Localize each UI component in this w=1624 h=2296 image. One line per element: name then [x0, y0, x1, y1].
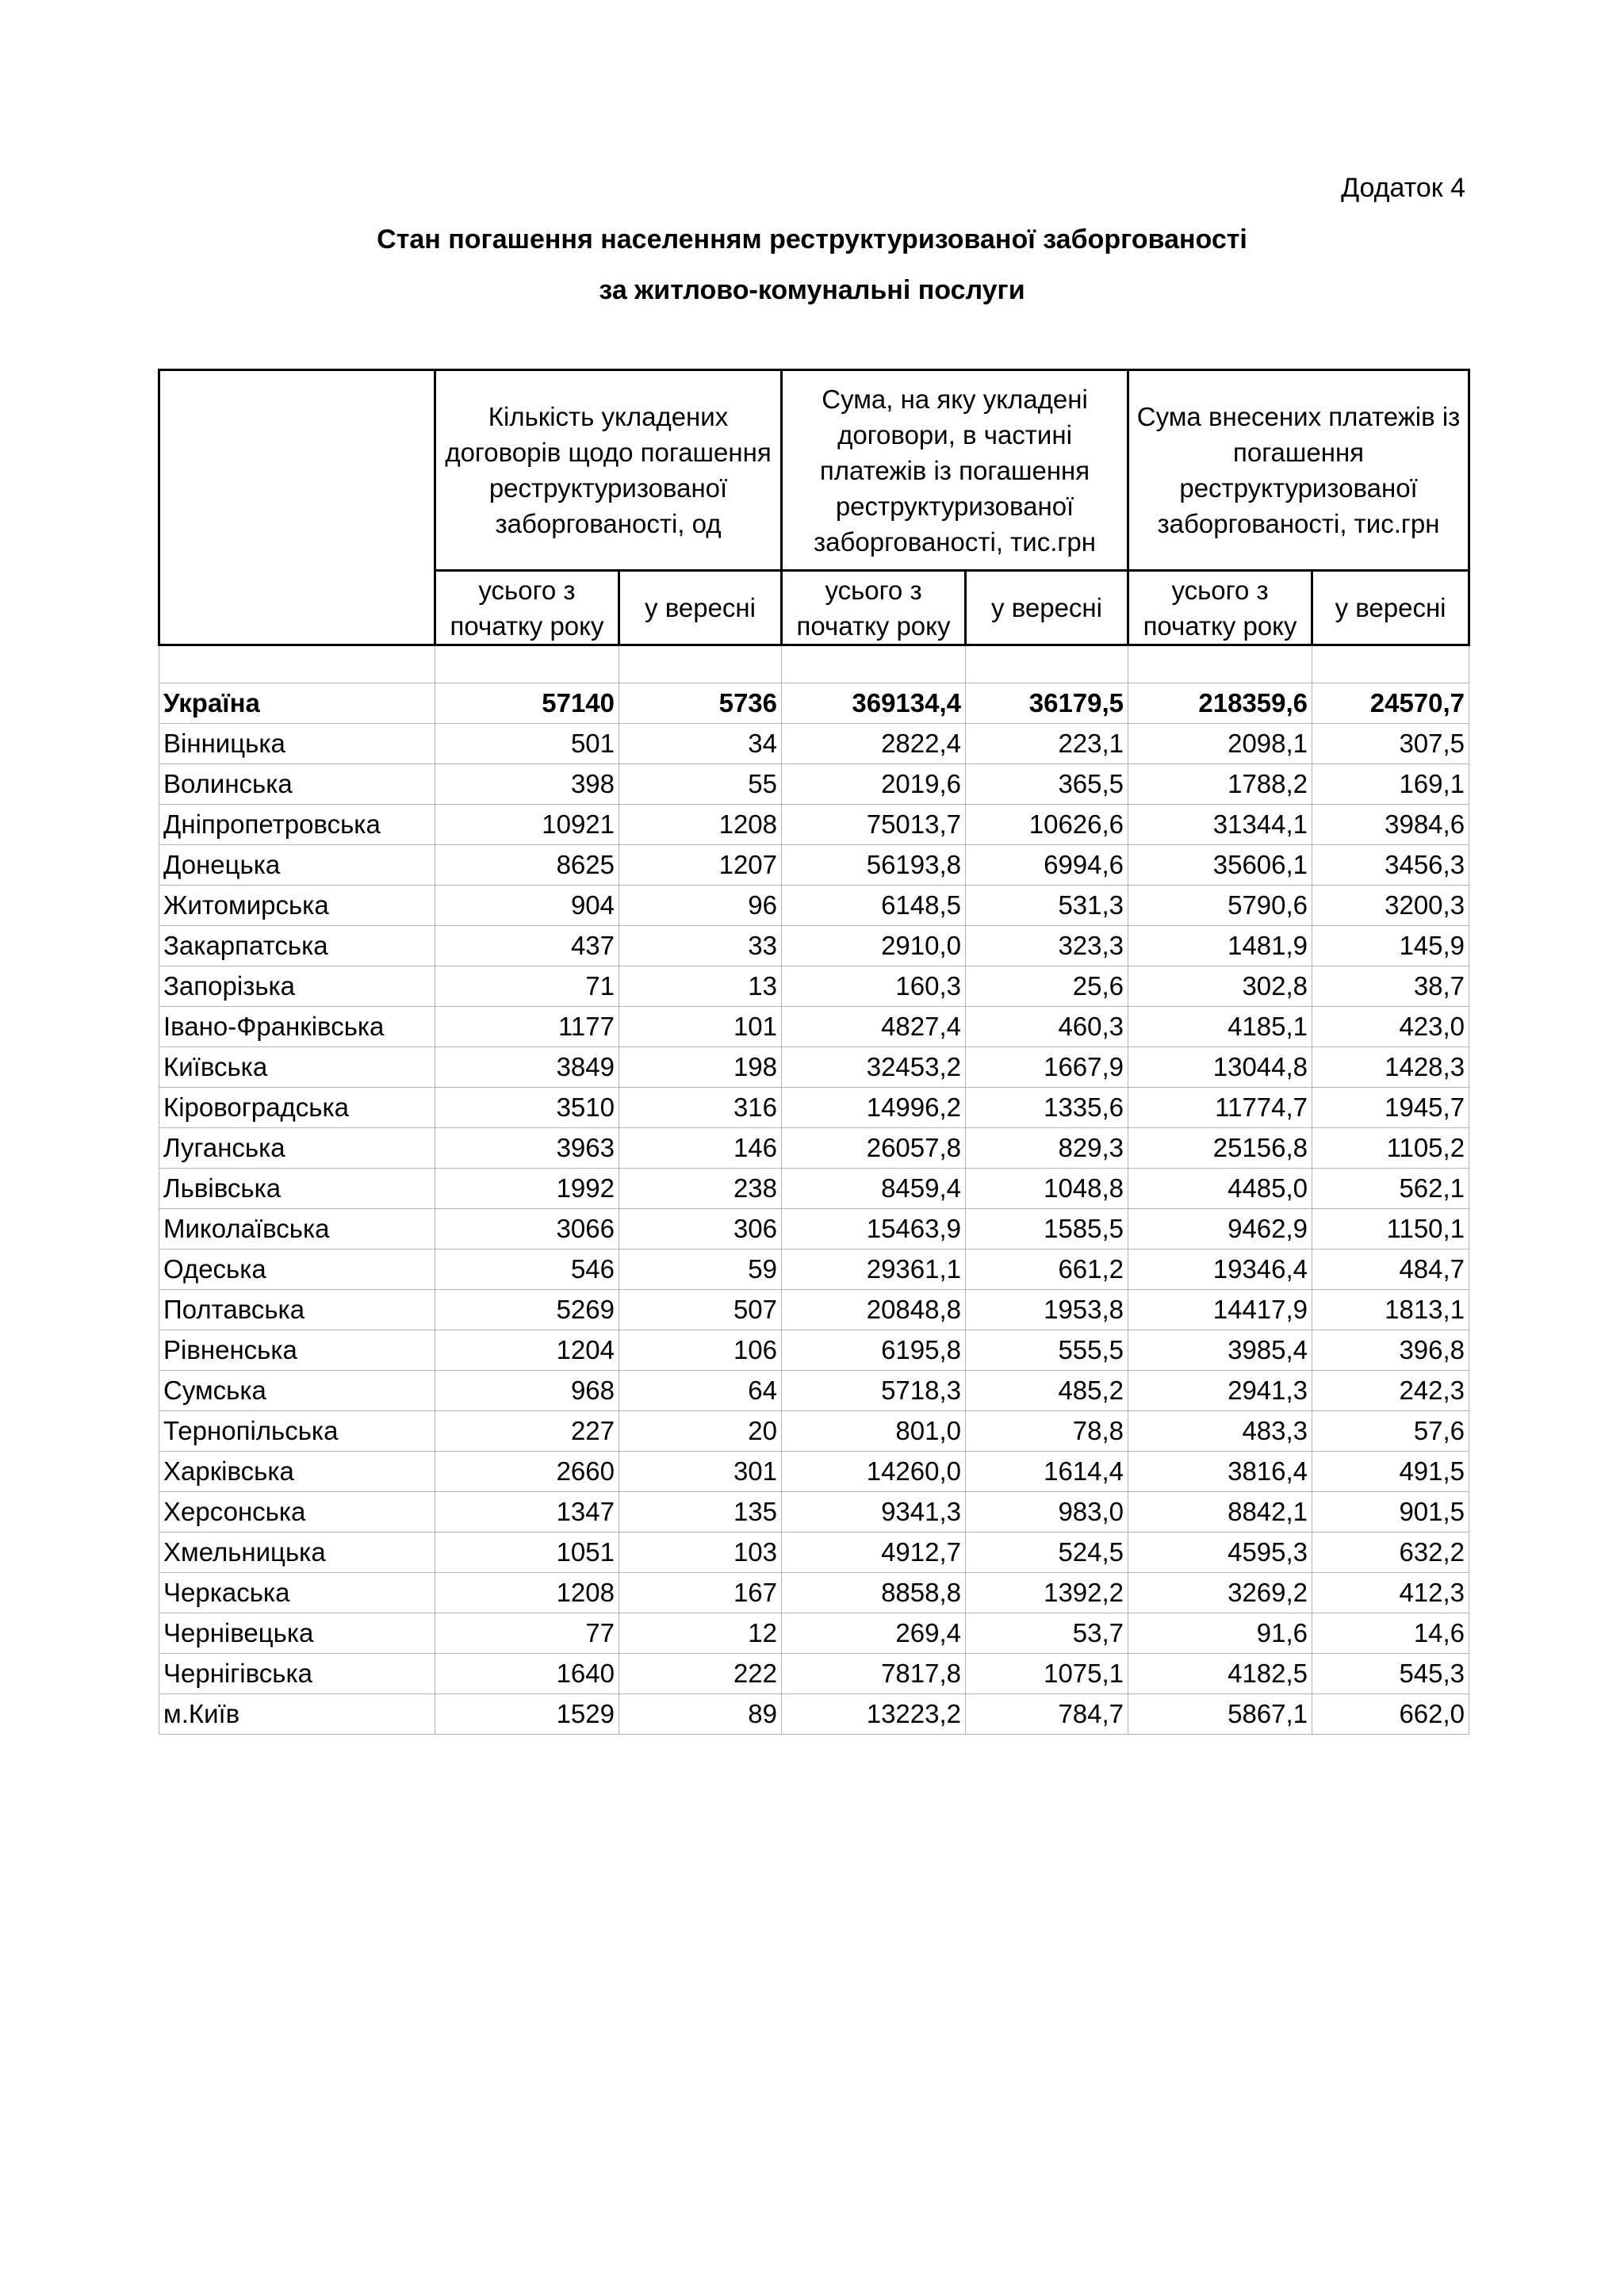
table-cell: 3849	[435, 1047, 619, 1088]
table-cell: 222	[619, 1654, 782, 1694]
region-name: Закарпатська	[159, 926, 435, 966]
table-row	[159, 1411, 1469, 1452]
table-cell: 501	[435, 724, 619, 764]
table-cell: 53,7	[966, 1613, 1128, 1654]
region-name: Хмельницька	[159, 1533, 435, 1573]
annex-label: Додаток 4	[1341, 173, 1465, 203]
table-row	[159, 1290, 1469, 1330]
table-cell: 1992	[435, 1169, 619, 1209]
table-cell: 307,5	[1312, 724, 1469, 764]
table-cell: 32453,2	[782, 1047, 966, 1088]
table-cell: 269,4	[782, 1613, 966, 1654]
table-cell: 1150,1	[1312, 1209, 1469, 1249]
table-cell: 4185,1	[1128, 1007, 1312, 1047]
table-cell: 24570,7	[1312, 683, 1469, 724]
table-cell: 3269,2	[1128, 1573, 1312, 1613]
table-row	[159, 1492, 1469, 1533]
table-cell: 1347	[435, 1492, 619, 1533]
table-cell: 3985,4	[1128, 1330, 1312, 1371]
table-cell: 59	[619, 1249, 782, 1290]
table-cell: 75013,7	[782, 805, 966, 845]
table-cell: 1529	[435, 1694, 619, 1735]
region-name: Тернопільська	[159, 1411, 435, 1452]
subheader-cell: усього з початку року	[435, 571, 619, 645]
table-cell: 2019,6	[782, 764, 966, 805]
region-name: Запорізька	[159, 966, 435, 1007]
table-row	[159, 1330, 1469, 1371]
table-cell: 545,3	[1312, 1654, 1469, 1694]
region-name: Івано-Франківська	[159, 1007, 435, 1047]
table-cell: 1051	[435, 1533, 619, 1573]
table-cell: 437	[435, 926, 619, 966]
table-cell: 302,8	[1128, 966, 1312, 1007]
table-cell: 398	[435, 764, 619, 805]
table-row	[159, 1128, 1469, 1169]
region-name: Донецька	[159, 845, 435, 886]
table-cell: 1481,9	[1128, 926, 1312, 966]
table-cell: 5867,1	[1128, 1694, 1312, 1735]
table-cell: 2822,4	[782, 724, 966, 764]
table-cell: 13223,2	[782, 1694, 966, 1735]
table-cell: 8858,8	[782, 1573, 966, 1613]
title-line-2: за житлово-комунальні послуги	[599, 275, 1025, 305]
table-cell: 1075,1	[966, 1654, 1128, 1694]
table-cell: 6148,5	[782, 886, 966, 926]
table-cell: 491,5	[1312, 1452, 1469, 1492]
table-cell: 323,3	[966, 926, 1128, 966]
table-cell: 15463,9	[782, 1209, 966, 1249]
table-cell: 483,3	[1128, 1411, 1312, 1452]
table-cell: 77	[435, 1613, 619, 1654]
table-cell: 4485,0	[1128, 1169, 1312, 1209]
table-cell: 3066	[435, 1209, 619, 1249]
table-cell: 6994,6	[966, 845, 1128, 886]
table-cell: 412,3	[1312, 1573, 1469, 1613]
table-cell: 1208	[435, 1573, 619, 1613]
table-cell: 20848,8	[782, 1290, 966, 1330]
table-row	[159, 764, 1469, 805]
table-cell: 369134,4	[782, 683, 966, 724]
table-cell: 316	[619, 1088, 782, 1128]
table-cell: 96	[619, 886, 782, 926]
table-cell: 1105,2	[1312, 1128, 1469, 1169]
table-cell: 555,5	[966, 1330, 1128, 1371]
table-cell: 36179,5	[966, 683, 1128, 724]
region-name: м.Київ	[159, 1694, 435, 1735]
subheader-cell: у вересні	[966, 571, 1128, 645]
table-cell: 71	[435, 966, 619, 1007]
group-header-contracts: Кількість укладених договорів щодо погашення реструктуризованої заборгованості, од	[435, 370, 782, 571]
page-title	[0, 214, 1624, 316]
region-name: Вінницька	[159, 724, 435, 764]
table-row	[159, 1654, 1469, 1694]
region-name: Черкаська	[159, 1573, 435, 1613]
table-cell: 6195,8	[782, 1330, 966, 1371]
region-name: Кіровоградська	[159, 1088, 435, 1128]
table-cell: 13044,8	[1128, 1047, 1312, 1088]
table-cell: 29361,1	[782, 1249, 966, 1290]
table-cell: 14996,2	[782, 1088, 966, 1128]
table-cell: 9341,3	[782, 1492, 966, 1533]
table-cell: 1813,1	[1312, 1290, 1469, 1330]
table-row	[159, 805, 1469, 845]
table-cell: 662,0	[1312, 1694, 1469, 1735]
table-cell: 904	[435, 886, 619, 926]
table-row	[159, 1371, 1469, 1411]
table-row	[159, 1452, 1469, 1492]
table-cell: 3510	[435, 1088, 619, 1128]
region-name: Одеська	[159, 1249, 435, 1290]
region-name: Луганська	[159, 1128, 435, 1169]
table-row	[159, 1694, 1469, 1735]
subheader-cell: усього з початку року	[782, 571, 966, 645]
table-row	[159, 1007, 1469, 1047]
table-cell: 829,3	[966, 1128, 1128, 1169]
table-cell: 78,8	[966, 1411, 1128, 1452]
table-cell: 1788,2	[1128, 764, 1312, 805]
table-cell: 1207	[619, 845, 782, 886]
table-cell: 1335,6	[966, 1088, 1128, 1128]
table-cell: 3984,6	[1312, 805, 1469, 845]
table-cell: 3963	[435, 1128, 619, 1169]
table-row	[159, 1088, 1469, 1128]
table-cell: 7817,8	[782, 1654, 966, 1694]
table-cell: 1585,5	[966, 1209, 1128, 1249]
table-row	[159, 1047, 1469, 1088]
table-cell: 19346,4	[1128, 1249, 1312, 1290]
table-cell: 14260,0	[782, 1452, 966, 1492]
table-cell: 1667,9	[966, 1047, 1128, 1088]
table-row	[159, 1169, 1469, 1209]
table-cell: 484,7	[1312, 1249, 1469, 1290]
table-cell: 8842,1	[1128, 1492, 1312, 1533]
table-cell: 103	[619, 1533, 782, 1573]
table-cell: 423,0	[1312, 1007, 1469, 1047]
table-cell: 10921	[435, 805, 619, 845]
table-cell: 106	[619, 1330, 782, 1371]
table-cell: 5269	[435, 1290, 619, 1330]
table-cell: 14417,9	[1128, 1290, 1312, 1330]
table-cell: 5736	[619, 683, 782, 724]
table-cell: 1048,8	[966, 1169, 1128, 1209]
table-cell: 1208	[619, 805, 782, 845]
table-cell: 64	[619, 1371, 782, 1411]
total-row	[159, 683, 1469, 724]
table-cell: 661,2	[966, 1249, 1128, 1290]
subheader-cell: усього з початку року	[1128, 571, 1312, 645]
table-row	[159, 926, 1469, 966]
table-cell: 25,6	[966, 966, 1128, 1007]
table-cell: 12	[619, 1613, 782, 1654]
region-name: Чернігівська	[159, 1654, 435, 1694]
region-name: Волинська	[159, 764, 435, 805]
table-row	[159, 1209, 1469, 1249]
table-cell: 507	[619, 1290, 782, 1330]
table-cell: 38,7	[1312, 966, 1469, 1007]
table-cell: 301	[619, 1452, 782, 1492]
table-cell: 968	[435, 1371, 619, 1411]
table-cell: 8459,4	[782, 1169, 966, 1209]
table-cell: 238	[619, 1169, 782, 1209]
table-cell: 632,2	[1312, 1533, 1469, 1573]
table-row	[159, 1573, 1469, 1613]
table-cell: 57,6	[1312, 1411, 1469, 1452]
table-row	[159, 724, 1469, 764]
table-cell: 4595,3	[1128, 1533, 1312, 1573]
subheader-cell: у вересні	[619, 571, 782, 645]
table-cell: 2941,3	[1128, 1371, 1312, 1411]
table-cell: 56193,8	[782, 845, 966, 886]
table-cell: 306	[619, 1209, 782, 1249]
region-header-cell	[159, 370, 435, 645]
region-name: Полтавська	[159, 1290, 435, 1330]
region-name: Херсонська	[159, 1492, 435, 1533]
table-cell: 983,0	[966, 1492, 1128, 1533]
spacer-row	[159, 645, 1469, 683]
table-cell: 1177	[435, 1007, 619, 1047]
table-row	[159, 1533, 1469, 1573]
table-cell: 13	[619, 966, 782, 1007]
table-cell: 167	[619, 1573, 782, 1613]
table-cell: 3456,3	[1312, 845, 1469, 886]
subheader-cell: у вересні	[1312, 571, 1469, 645]
table-cell: 5790,6	[1128, 886, 1312, 926]
table-cell: 223,1	[966, 724, 1128, 764]
table-cell: 34	[619, 724, 782, 764]
table-cell: 135	[619, 1492, 782, 1533]
region-name: Чернівецька	[159, 1613, 435, 1654]
group-header-contract-sum: Сума, на яку укладені договори, в частині платежів із погашення реструктуризованої заборгованості, тис.грн	[782, 370, 1128, 571]
table-cell: 169,1	[1312, 764, 1469, 805]
table-cell: 784,7	[966, 1694, 1128, 1735]
table-cell: 2660	[435, 1452, 619, 1492]
table-cell: 8625	[435, 845, 619, 886]
table-cell: 396,8	[1312, 1330, 1469, 1371]
region-name: Дніпропетровська	[159, 805, 435, 845]
region-name: Україна	[159, 683, 435, 724]
table-cell: 485,2	[966, 1371, 1128, 1411]
table-cell: 145,9	[1312, 926, 1469, 966]
table-cell: 10626,6	[966, 805, 1128, 845]
table-row	[159, 1613, 1469, 1654]
table-cell: 2910,0	[782, 926, 966, 966]
table-cell: 901,5	[1312, 1492, 1469, 1533]
table-cell: 31344,1	[1128, 805, 1312, 845]
debt-restructuring-table	[158, 369, 1470, 1735]
table-cell: 531,3	[966, 886, 1128, 926]
table-cell: 242,3	[1312, 1371, 1469, 1411]
table-row	[159, 845, 1469, 886]
table-cell: 9462,9	[1128, 1209, 1312, 1249]
table-cell: 801,0	[782, 1411, 966, 1452]
table-cell: 1204	[435, 1330, 619, 1371]
table-cell: 3200,3	[1312, 886, 1469, 926]
region-name: Миколаївська	[159, 1209, 435, 1249]
title-line-1: Стан погашення населенням реструктуризованої заборгованості	[377, 224, 1247, 254]
table-cell: 3816,4	[1128, 1452, 1312, 1492]
group-header-payments: Сума внесених платежів із погашення реструктуризованої заборгованості, тис.грн	[1128, 370, 1469, 571]
table-cell: 524,5	[966, 1533, 1128, 1573]
table-row	[159, 886, 1469, 926]
table-cell: 57140	[435, 683, 619, 724]
table-cell: 14,6	[1312, 1613, 1469, 1654]
table-cell: 4827,4	[782, 1007, 966, 1047]
region-name: Київська	[159, 1047, 435, 1088]
table-cell: 365,5	[966, 764, 1128, 805]
table-cell: 91,6	[1128, 1613, 1312, 1654]
table-cell: 546	[435, 1249, 619, 1290]
table-row	[159, 1249, 1469, 1290]
table-cell: 5718,3	[782, 1371, 966, 1411]
table-cell: 146	[619, 1128, 782, 1169]
table-cell: 1945,7	[1312, 1088, 1469, 1128]
table-cell: 1614,4	[966, 1452, 1128, 1492]
table-cell: 198	[619, 1047, 782, 1088]
table-cell: 2098,1	[1128, 724, 1312, 764]
table-cell: 33	[619, 926, 782, 966]
table-cell: 1953,8	[966, 1290, 1128, 1330]
table-cell: 4182,5	[1128, 1654, 1312, 1694]
table-cell: 89	[619, 1694, 782, 1735]
region-name: Житомирська	[159, 886, 435, 926]
table-cell: 1428,3	[1312, 1047, 1469, 1088]
region-name: Харківська	[159, 1452, 435, 1492]
table-cell: 1640	[435, 1654, 619, 1694]
table-cell: 26057,8	[782, 1128, 966, 1169]
table-cell: 460,3	[966, 1007, 1128, 1047]
table-cell: 55	[619, 764, 782, 805]
table-body	[159, 645, 1469, 1735]
table-cell: 101	[619, 1007, 782, 1047]
table-cell: 218359,6	[1128, 683, 1312, 724]
table-cell: 227	[435, 1411, 619, 1452]
table-cell: 25156,8	[1128, 1128, 1312, 1169]
table-row	[159, 966, 1469, 1007]
region-name: Рівненська	[159, 1330, 435, 1371]
region-name: Сумська	[159, 1371, 435, 1411]
region-name: Львівська	[159, 1169, 435, 1209]
table-cell: 20	[619, 1411, 782, 1452]
table-cell: 562,1	[1312, 1169, 1469, 1209]
table-cell: 35606,1	[1128, 845, 1312, 886]
table-cell: 11774,7	[1128, 1088, 1312, 1128]
table-cell: 160,3	[782, 966, 966, 1007]
table-cell: 1392,2	[966, 1573, 1128, 1613]
table-cell: 4912,7	[782, 1533, 966, 1573]
